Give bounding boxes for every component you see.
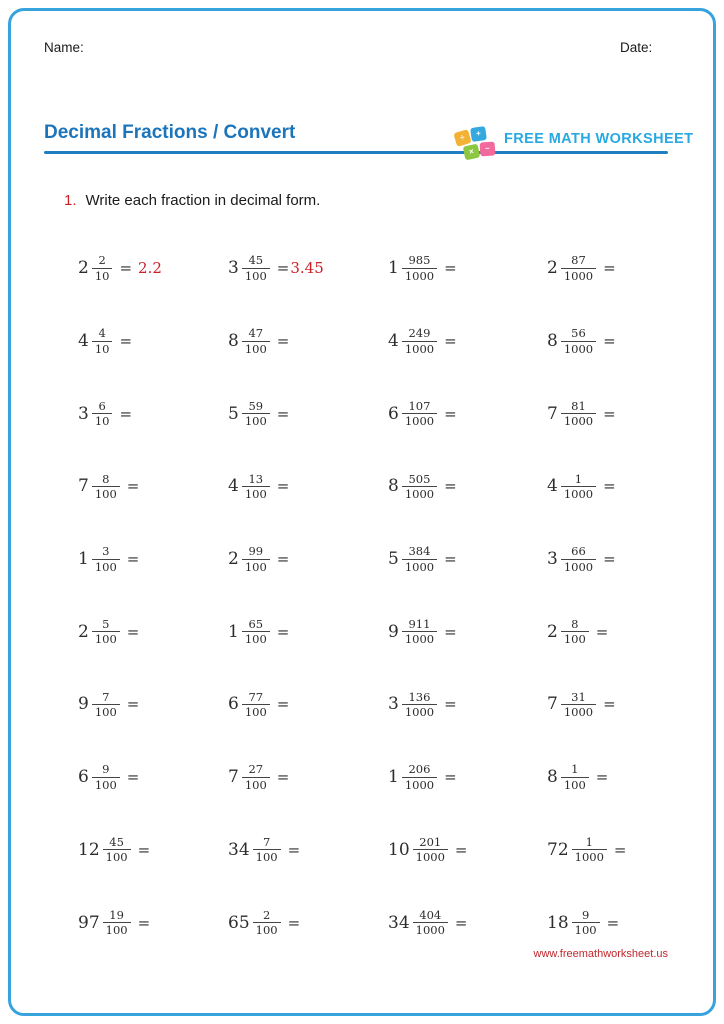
fraction bbox=[402, 544, 437, 574]
fraction bbox=[402, 762, 437, 792]
fraction-denominator: 100 bbox=[242, 704, 270, 719]
whole-number: 6 bbox=[388, 403, 399, 424]
problem-cell bbox=[78, 305, 228, 378]
problem-cell bbox=[228, 305, 388, 378]
whole-number: 34 bbox=[388, 912, 410, 933]
fraction bbox=[253, 908, 281, 938]
equals-sign: = bbox=[126, 768, 140, 787]
equals-sign: = bbox=[603, 259, 616, 278]
brand-logo bbox=[452, 122, 694, 162]
whole-number: 10 bbox=[388, 839, 410, 860]
problem-cell bbox=[547, 377, 678, 450]
fraction-numerator: 206 bbox=[408, 762, 431, 777]
equals-sign: = bbox=[126, 550, 140, 569]
whole-number: 4 bbox=[78, 331, 89, 352]
equals-sign: = bbox=[276, 622, 290, 641]
fraction-denominator: 100 bbox=[103, 922, 131, 937]
date-label: Date: bbox=[620, 40, 653, 55]
whole-number: 2 bbox=[78, 621, 89, 642]
logo-block-yellow-icon: ÷ bbox=[453, 129, 471, 147]
fraction-numerator: 404 bbox=[419, 907, 442, 922]
fraction bbox=[92, 253, 113, 283]
problem-cell bbox=[388, 814, 547, 887]
fraction-denominator: 1000 bbox=[402, 341, 437, 356]
fraction bbox=[402, 326, 437, 356]
fraction-denominator: 100 bbox=[561, 777, 589, 792]
problem-cell bbox=[547, 741, 678, 814]
equals-sign: = bbox=[276, 550, 290, 569]
whole-number: 2 bbox=[547, 621, 558, 642]
fraction-denominator: 1000 bbox=[402, 777, 437, 792]
problem-cell bbox=[388, 232, 547, 305]
whole-number: 18 bbox=[547, 912, 569, 933]
fraction bbox=[92, 690, 120, 720]
fraction-denominator: 1000 bbox=[561, 486, 596, 501]
fraction bbox=[92, 544, 120, 574]
fraction-denominator: 100 bbox=[242, 559, 270, 574]
fraction-numerator: 6 bbox=[98, 398, 106, 413]
fraction-numerator: 9 bbox=[102, 762, 110, 777]
whole-number: 97 bbox=[78, 912, 100, 933]
problem-cell bbox=[78, 450, 228, 523]
problem-cell bbox=[547, 232, 678, 305]
problem-cell bbox=[228, 668, 388, 741]
equals-sign: = bbox=[444, 768, 457, 787]
equals-sign: = bbox=[276, 695, 290, 714]
fraction-denominator: 100 bbox=[242, 341, 270, 356]
fraction bbox=[561, 399, 596, 429]
logo-block-green-icon: × bbox=[463, 144, 481, 161]
fraction-denominator: 10 bbox=[92, 268, 113, 283]
fraction bbox=[242, 472, 270, 502]
fraction-denominator: 100 bbox=[572, 922, 600, 937]
problems-grid bbox=[78, 232, 678, 959]
whole-number: 7 bbox=[547, 694, 558, 715]
instruction-number: 1. bbox=[64, 192, 77, 209]
equals-sign: = bbox=[126, 622, 140, 641]
fraction-denominator: 1000 bbox=[561, 704, 596, 719]
equals-sign: = bbox=[276, 768, 290, 787]
whole-number: 3 bbox=[228, 258, 239, 279]
problem-cell bbox=[388, 305, 547, 378]
equals-sign: = bbox=[276, 332, 290, 351]
fraction-denominator: 10 bbox=[92, 413, 113, 428]
whole-number: 6 bbox=[78, 767, 89, 788]
fraction bbox=[561, 690, 596, 720]
fraction-numerator: 65 bbox=[248, 616, 264, 631]
whole-number: 8 bbox=[228, 331, 239, 352]
fraction-denominator: 1000 bbox=[402, 486, 437, 501]
fraction-numerator: 31 bbox=[571, 689, 586, 704]
equals-sign: = bbox=[606, 913, 620, 932]
whole-number: 3 bbox=[78, 403, 89, 424]
fraction-numerator: 5 bbox=[102, 616, 110, 631]
equals-sign: = bbox=[119, 259, 133, 278]
problem-cell bbox=[78, 886, 228, 959]
fraction bbox=[242, 617, 270, 647]
fraction-denominator: 100 bbox=[242, 777, 270, 792]
fraction bbox=[103, 835, 131, 865]
whole-number: 6 bbox=[228, 694, 239, 715]
problem-cell bbox=[228, 523, 388, 596]
fraction-denominator: 1000 bbox=[561, 413, 596, 428]
fraction-denominator: 100 bbox=[92, 631, 120, 646]
equals-sign: = bbox=[287, 840, 301, 859]
fraction-numerator: 99 bbox=[248, 544, 264, 559]
fraction bbox=[413, 835, 448, 865]
whole-number: 9 bbox=[388, 621, 399, 642]
fraction-numerator: 1 bbox=[574, 471, 583, 486]
equals-sign: = bbox=[454, 840, 468, 859]
fraction bbox=[402, 253, 437, 283]
problem-cell bbox=[388, 668, 547, 741]
equals-sign: = bbox=[119, 404, 133, 423]
problem-cell bbox=[228, 886, 388, 959]
equals-sign: = bbox=[603, 550, 616, 569]
name-label: Name: bbox=[44, 40, 84, 55]
whole-number: 7 bbox=[547, 403, 558, 424]
fraction bbox=[572, 908, 600, 938]
equals-sign: = bbox=[444, 259, 457, 278]
problem-cell bbox=[78, 523, 228, 596]
equals-sign: = bbox=[603, 477, 616, 496]
equals-sign: = bbox=[595, 768, 609, 787]
problem-cell bbox=[547, 523, 678, 596]
fraction-numerator: 45 bbox=[248, 253, 264, 268]
logo-blocks-icon bbox=[454, 126, 500, 162]
fraction-denominator: 100 bbox=[92, 704, 120, 719]
fraction-numerator: 8 bbox=[102, 471, 110, 486]
fraction-denominator: 100 bbox=[561, 631, 589, 646]
fraction bbox=[413, 908, 448, 938]
equals-sign: = bbox=[595, 622, 609, 641]
fraction-numerator: 59 bbox=[248, 398, 264, 413]
problem-cell bbox=[228, 741, 388, 814]
fraction-numerator: 7 bbox=[262, 834, 271, 849]
fraction bbox=[561, 762, 589, 792]
fraction bbox=[92, 472, 120, 502]
fraction-denominator: 1000 bbox=[413, 849, 448, 864]
equals-sign: = bbox=[137, 913, 151, 932]
fraction-numerator: 77 bbox=[248, 689, 264, 704]
whole-number: 9 bbox=[78, 694, 89, 715]
equals-sign: = bbox=[444, 695, 457, 714]
problem-cell bbox=[78, 595, 228, 668]
fraction-denominator: 1000 bbox=[402, 413, 437, 428]
fraction-numerator: 13 bbox=[248, 471, 264, 486]
fraction-denominator: 100 bbox=[242, 413, 270, 428]
fraction-numerator: 7 bbox=[102, 689, 110, 704]
fraction-numerator: 911 bbox=[408, 616, 431, 631]
problem-cell bbox=[228, 232, 388, 305]
problem-cell bbox=[228, 450, 388, 523]
fraction bbox=[561, 326, 596, 356]
fraction-denominator: 1000 bbox=[402, 268, 437, 283]
problem-cell bbox=[388, 450, 547, 523]
fraction-denominator: 100 bbox=[92, 559, 120, 574]
fraction-denominator: 1000 bbox=[402, 704, 437, 719]
fraction-numerator: 2 bbox=[262, 907, 271, 922]
fraction-denominator: 1000 bbox=[561, 559, 596, 574]
problem-cell bbox=[228, 377, 388, 450]
equals-sign: = bbox=[276, 477, 290, 496]
fraction-numerator: 81 bbox=[571, 398, 586, 413]
whole-number: 1 bbox=[228, 621, 239, 642]
fraction bbox=[561, 472, 596, 502]
fraction-numerator: 66 bbox=[571, 544, 586, 559]
fraction-numerator: 9 bbox=[581, 907, 590, 922]
equals-sign: = bbox=[126, 695, 140, 714]
fraction-numerator: 505 bbox=[408, 471, 431, 486]
problem-cell bbox=[228, 814, 388, 887]
fraction bbox=[242, 399, 270, 429]
problem-cell bbox=[78, 814, 228, 887]
whole-number: 8 bbox=[388, 476, 399, 497]
fraction-numerator: 47 bbox=[248, 326, 264, 341]
fraction-numerator: 1 bbox=[585, 834, 593, 849]
fraction bbox=[242, 326, 270, 356]
fraction-numerator: 201 bbox=[419, 834, 442, 849]
whole-number: 1 bbox=[388, 767, 399, 788]
fraction bbox=[561, 544, 596, 574]
whole-number: 4 bbox=[547, 476, 558, 497]
fraction-numerator: 3 bbox=[102, 544, 110, 559]
fraction-numerator: 384 bbox=[408, 544, 431, 559]
whole-number: 2 bbox=[78, 258, 89, 279]
equals-sign: = bbox=[603, 332, 616, 351]
fraction-denominator: 1000 bbox=[572, 849, 607, 864]
problem-cell bbox=[78, 741, 228, 814]
fraction bbox=[103, 908, 131, 938]
fraction bbox=[92, 399, 113, 429]
problem-cell bbox=[388, 377, 547, 450]
problem-cell bbox=[78, 232, 228, 305]
fraction bbox=[561, 253, 596, 283]
whole-number: 5 bbox=[228, 403, 239, 424]
fraction-numerator: 8 bbox=[571, 616, 579, 631]
problem-cell bbox=[388, 886, 547, 959]
instruction bbox=[64, 192, 320, 209]
fraction-numerator: 19 bbox=[109, 907, 124, 922]
fraction bbox=[572, 835, 607, 865]
whole-number: 72 bbox=[547, 839, 569, 860]
problem-cell bbox=[78, 668, 228, 741]
fraction-denominator: 100 bbox=[242, 268, 270, 283]
problem-cell bbox=[388, 595, 547, 668]
fraction-denominator: 100 bbox=[253, 849, 281, 864]
problem-cell bbox=[547, 595, 678, 668]
equals-sign: = bbox=[444, 332, 457, 351]
fraction bbox=[242, 690, 270, 720]
whole-number: 7 bbox=[228, 767, 239, 788]
fraction-numerator: 56 bbox=[571, 326, 586, 341]
whole-number: 2 bbox=[228, 549, 239, 570]
fraction-denominator: 10 bbox=[92, 341, 113, 356]
problem-cell bbox=[78, 377, 228, 450]
whole-number: 65 bbox=[228, 912, 250, 933]
whole-number: 2 bbox=[547, 258, 558, 279]
equals-sign: = bbox=[444, 550, 457, 569]
fraction bbox=[92, 762, 120, 792]
equals-sign: = bbox=[444, 404, 457, 423]
whole-number: 4 bbox=[388, 331, 399, 352]
fraction-numerator: 2 bbox=[98, 253, 106, 268]
whole-number: 12 bbox=[78, 839, 100, 860]
fraction bbox=[402, 690, 437, 720]
equals-sign: = bbox=[444, 477, 457, 496]
equals-sign: = bbox=[276, 404, 290, 423]
instruction-text: Write each fraction in decimal form. bbox=[85, 192, 321, 209]
fraction-denominator: 1000 bbox=[402, 631, 437, 646]
footer-url[interactable]: www.freemathworksheet.us bbox=[533, 948, 668, 960]
fraction bbox=[242, 544, 270, 574]
equals-sign: = bbox=[287, 913, 301, 932]
logo-block-blue-icon: + bbox=[470, 126, 487, 142]
whole-number: 34 bbox=[228, 839, 250, 860]
fraction-numerator: 249 bbox=[408, 326, 431, 341]
whole-number: 1 bbox=[78, 549, 89, 570]
problem-cell bbox=[547, 814, 678, 887]
problem-cell bbox=[388, 741, 547, 814]
fraction bbox=[561, 617, 589, 647]
fraction-numerator: 45 bbox=[109, 834, 124, 849]
fraction-denominator: 1000 bbox=[561, 268, 596, 283]
fraction-numerator: 4 bbox=[98, 326, 106, 341]
fraction-numerator: 107 bbox=[408, 398, 431, 413]
whole-number: 7 bbox=[78, 476, 89, 497]
fraction-denominator: 1000 bbox=[561, 341, 596, 356]
equals-sign: = bbox=[126, 477, 140, 496]
equals-sign: = bbox=[119, 332, 133, 351]
fraction-numerator: 27 bbox=[248, 762, 264, 777]
logo-block-pink-icon: − bbox=[480, 141, 496, 156]
whole-number: 3 bbox=[547, 549, 558, 570]
whole-number: 5 bbox=[388, 549, 399, 570]
answer-value: 3.45 bbox=[290, 259, 324, 278]
whole-number: 8 bbox=[547, 767, 558, 788]
page-title: Decimal Fractions / Convert bbox=[44, 122, 296, 143]
equals-sign: = bbox=[444, 622, 457, 641]
fraction-denominator: 100 bbox=[92, 486, 120, 501]
fraction-numerator: 87 bbox=[571, 253, 586, 268]
problem-cell bbox=[547, 305, 678, 378]
fraction-denominator: 100 bbox=[242, 631, 270, 646]
fraction-numerator: 985 bbox=[408, 253, 431, 268]
equals-sign: = bbox=[613, 840, 627, 859]
problem-cell bbox=[547, 450, 678, 523]
whole-number: 4 bbox=[228, 476, 239, 497]
equals-sign: = bbox=[454, 913, 468, 932]
fraction-denominator: 1000 bbox=[413, 922, 448, 937]
equals-sign: = bbox=[603, 404, 616, 423]
equals-sign: = bbox=[276, 259, 290, 278]
fraction bbox=[253, 835, 281, 865]
fraction-numerator: 1 bbox=[571, 762, 579, 777]
fraction bbox=[402, 472, 437, 502]
brand-name: FREE MATH WORKSHEET bbox=[504, 131, 694, 147]
equals-sign: = bbox=[137, 840, 151, 859]
fraction bbox=[402, 617, 437, 647]
whole-number: 3 bbox=[388, 694, 399, 715]
fraction-denominator: 1000 bbox=[402, 559, 437, 574]
whole-number: 8 bbox=[547, 331, 558, 352]
answer-value: 2.2 bbox=[138, 259, 162, 278]
fraction bbox=[402, 399, 437, 429]
fraction bbox=[92, 617, 120, 647]
problem-cell bbox=[388, 523, 547, 596]
fraction bbox=[92, 326, 113, 356]
fraction bbox=[242, 253, 270, 283]
problem-cell bbox=[228, 595, 388, 668]
whole-number: 1 bbox=[388, 258, 399, 279]
fraction-denominator: 100 bbox=[253, 922, 281, 937]
fraction bbox=[242, 762, 270, 792]
fraction-denominator: 100 bbox=[242, 486, 270, 501]
fraction-denominator: 100 bbox=[92, 777, 120, 792]
equals-sign: = bbox=[603, 695, 616, 714]
fraction-denominator: 100 bbox=[103, 849, 131, 864]
problem-cell bbox=[547, 668, 678, 741]
fraction-numerator: 136 bbox=[408, 689, 431, 704]
